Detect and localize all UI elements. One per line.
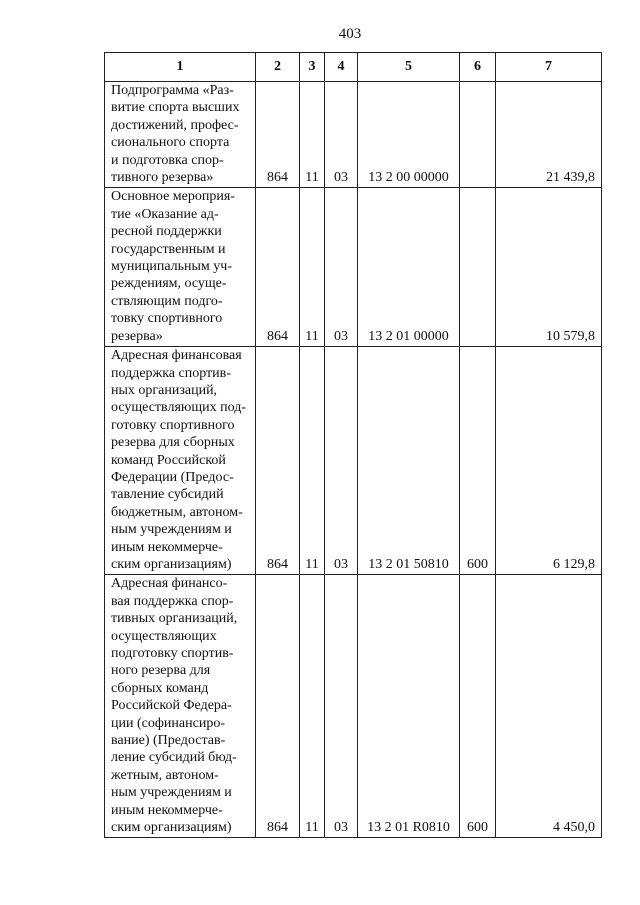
row-name: Подпрограмма «Раз- витие спорта высших достижений, профес- сионального спорта и подготовка спор- тивного резерва»	[111, 83, 240, 186]
ministry-code: 864	[256, 575, 300, 838]
ministry-code: 864	[256, 347, 300, 575]
amount-value: 4 450,0	[496, 575, 602, 838]
column-header: 3	[300, 53, 325, 82]
section-code: 11	[300, 575, 325, 838]
subsection-code: 03	[325, 82, 358, 188]
column-header: 7	[496, 53, 602, 82]
table-row	[105, 82, 602, 188]
target-article-code: 13 2 01 50810	[358, 347, 460, 575]
expense-type-code: 600	[460, 347, 496, 575]
table-row	[105, 188, 602, 347]
row-name-cell	[105, 347, 256, 575]
amount-value: 10 579,8	[496, 188, 602, 347]
row-name-cell	[105, 188, 256, 347]
subsection-code: 03	[325, 347, 358, 575]
header-row	[105, 53, 602, 82]
budget-table	[104, 52, 602, 838]
amount-value: 6 129,8	[496, 347, 602, 575]
expense-type-code: 600	[460, 575, 496, 838]
column-header: 6	[460, 53, 496, 82]
row-name-cell	[105, 575, 256, 838]
expense-type-code	[460, 188, 496, 347]
amount-value: 21 439,8	[496, 82, 602, 188]
row-name: Адресная финансовая поддержка спортив- ных организаций, осуществляющих под- готовку спортивного резерва для сборных команд Российской Федерации (Предос- тавление субсидий бюджетным, автоном- ным учреждениям и иным некоммерче- ским организациям)	[111, 348, 247, 572]
expense-type-code	[460, 82, 496, 188]
ministry-code: 864	[256, 188, 300, 347]
section-code: 11	[300, 188, 325, 347]
target-article-code: 13 2 00 00000	[358, 82, 460, 188]
column-header: 4	[325, 53, 358, 82]
section-code: 11	[300, 82, 325, 188]
target-article-code: 13 2 01 R0810	[358, 575, 460, 838]
row-name-cell	[105, 82, 256, 188]
column-header: 1	[105, 53, 256, 82]
subsection-code: 03	[325, 188, 358, 347]
row-name: Адресная финансо- вая поддержка спор- тивных организаций, осуществляющих подготовку спортив- ного резерва для сборных команд Российской Федера- ции (софинансиро- вание) (Предостав- ление субсидий бюд- жетным, автоном- ным учреждениям и иным некоммерче- ским организациям)	[111, 576, 238, 836]
section-code: 11	[300, 347, 325, 575]
row-name: Основное мероприя- тие «Оказание ад- ресной поддержки государственным и муниципальным уч- реждениям, осуще- ствляющим подго- товку спортивного резерва»	[111, 189, 235, 344]
ministry-code: 864	[256, 82, 300, 188]
target-article-code: 13 2 01 00000	[358, 188, 460, 347]
column-header: 2	[256, 53, 300, 82]
subsection-code: 03	[325, 575, 358, 838]
table-row	[105, 575, 602, 838]
column-header: 5	[358, 53, 460, 82]
page-number: 403	[338, 26, 362, 42]
table-row	[105, 347, 602, 575]
